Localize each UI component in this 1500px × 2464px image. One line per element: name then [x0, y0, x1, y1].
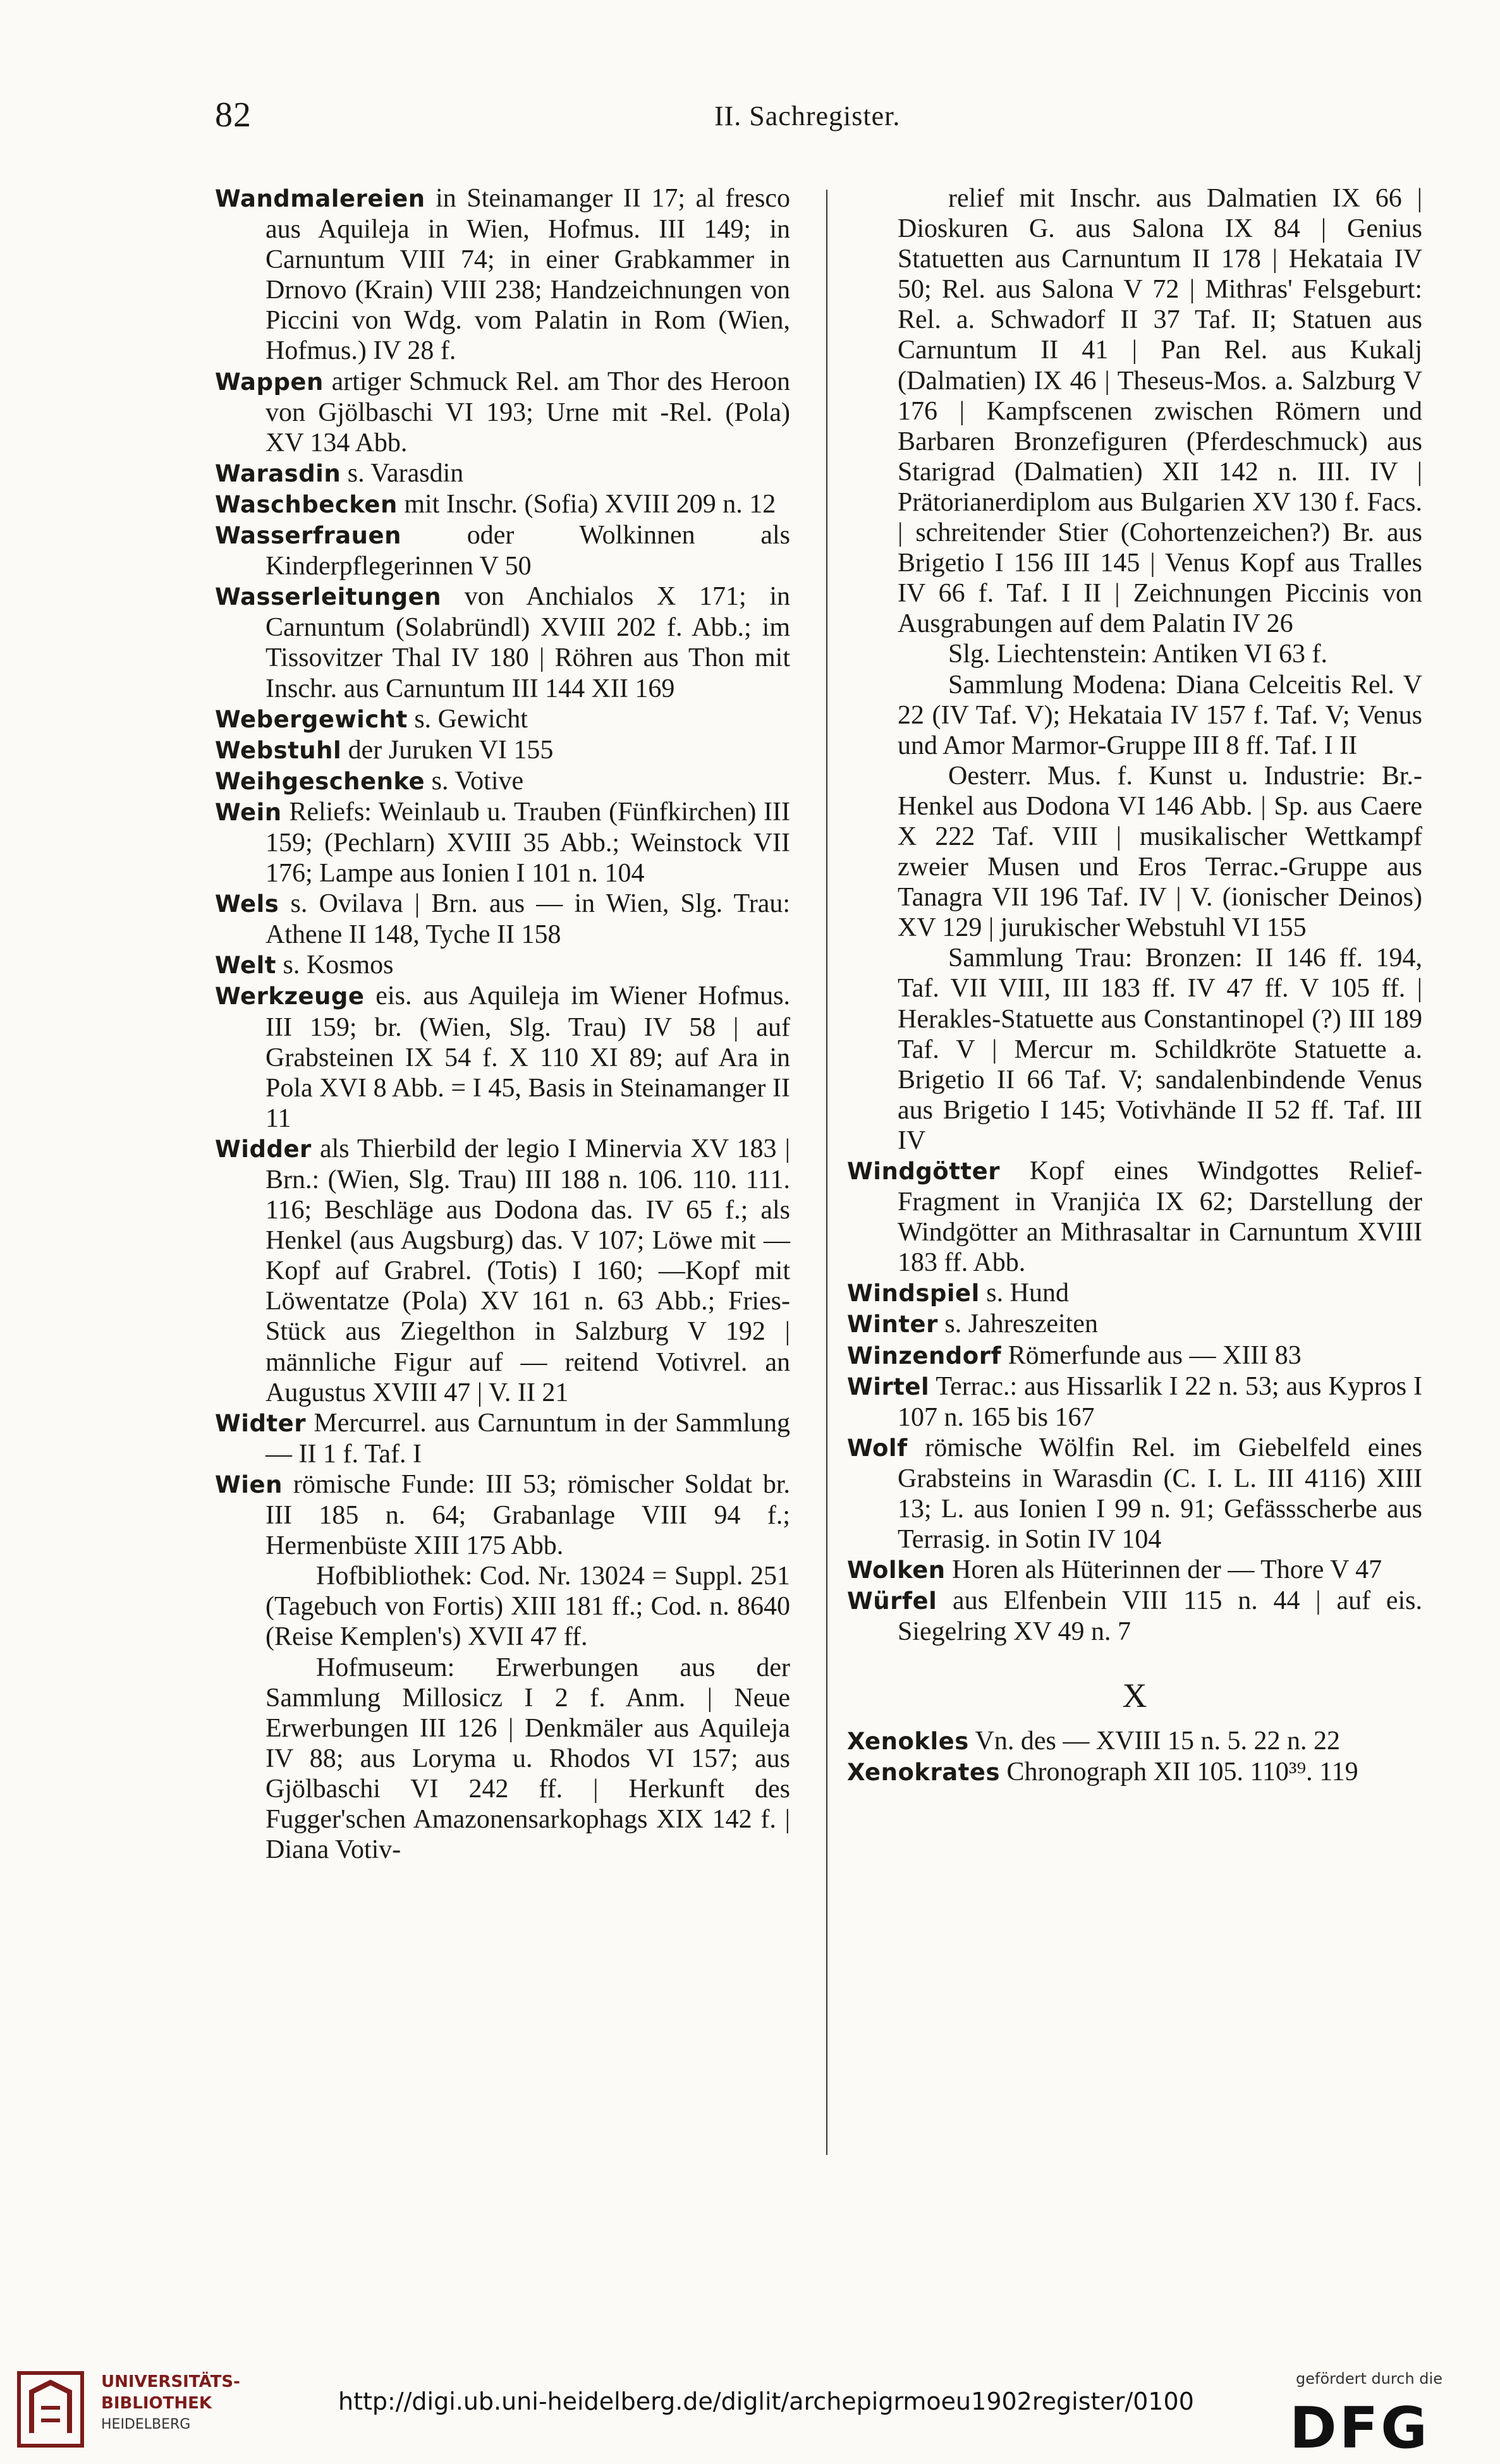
index-entry	[215, 520, 790, 581]
entry-headword: Wien	[215, 1471, 283, 1498]
entry-text: s. Kosmos	[283, 950, 394, 980]
entry-text: s. Hund	[986, 1278, 1069, 1308]
entry-headword: Winzendorf	[847, 1342, 1002, 1369]
index-entry	[847, 1340, 1422, 1371]
entry-headword: Webstuhl	[215, 736, 342, 764]
dfg-logo: DFG	[1290, 2395, 1430, 2461]
entry-text: in Steinamanger II 17; al fresco aus Aquileja in Wien, Hofmus. III 149; in Carnuntum VIII 74; in einer Grabkammer in Drnovo (Krain) VIII 238; Handzeichnungen von Piccini von Wdg. vom Palatin in Rom (Wien, Hofmus.) IV 28 f.	[265, 184, 791, 366]
entry-text: oder Wolkinnen als Kinderpflegerinnen V 50	[265, 521, 790, 581]
entry-text: von Anchialos X 171; in Carnuntum (Solabründl) XVIII 202 f. Abb.; im Tissovitzer Thal IV 180 | Röhren aus Thon mit Inschr. aus Carnuntum III 144 XII 169	[265, 582, 791, 703]
entry-text: der Juruken VI 155	[348, 735, 554, 765]
x-entries	[847, 1726, 1422, 1788]
section-letter: X	[1122, 1676, 1147, 1714]
entry-headword: Xenokrates	[847, 1758, 1001, 1786]
index-entry	[847, 183, 1422, 639]
source-url[interactable]: http://digi.ub.uni-heidelberg.de/diglit/archepigrmoeu1902register/0100	[338, 2388, 1194, 2415]
entry-text: Chronograph XII 105. 110³⁹. 119	[1006, 1757, 1358, 1787]
right-entries	[847, 183, 1422, 1648]
entry-text: relief mit Inschr. aus Dalmatien IX 66 | Dioskuren G. aus Salona IX 84 | Genius Statuetten aus Carnuntum II 178 | Hekataia IV 50; Rel. aus Salona V 72 | Mithras' Felsgeburt: Rel. a. Schwadorf II 37 Taf. II; Statuen aus Carnuntum II 41 | Pan Rel. aus Kukalj (Dalmatien) IX 46 | Theseus-Mos. a. Salzburg V 176 | Kampfscenen zwischen Römern und Barbaren Bronzefiguren (Pferdeschmuck) aus Starigrad (Dalmatien) XII 142 n. III. IV | Prätorianerdiplom aus Bulgarien XV 130 f. Facs. | schreitender Stier (Cohortenzeichen?) Br. aus Brigetio I 156 III 145 | Venus Kopf aus Tralles IV 66 f. Taf. I II | Zeichnungen Piccinis von Ausgrabungen auf dem Palatin IV 26	[898, 184, 1422, 639]
entry-headword: Wirtel	[847, 1373, 930, 1400]
entry-headword: Widder	[215, 1135, 312, 1163]
entry-headword: Würfel	[847, 1587, 937, 1615]
index-entry	[847, 1433, 1422, 1555]
index-entry	[215, 581, 790, 703]
entry-text: mit Inschr. (Sofia) XVIII 209 n. 12	[404, 489, 776, 519]
entry-text: Kopf eines Windgottes Relief-Fragment in Vranjiċa IX 62; Darstellung der Windgötter an Mithrasaltar in Carnuntum XVIII 183 ff. Abb.	[898, 1156, 1422, 1278]
entry-text: Vn. des — XVIII 15 n. 5. 22 n. 22	[975, 1726, 1340, 1756]
index-entry	[847, 761, 1422, 944]
entry-headword: Windgötter	[847, 1158, 1000, 1185]
left-column	[215, 183, 790, 1865]
entry-text: artiger Schmuck Rel. am Thor des Heroon von Gjölbaschi VI 193; Urne mit -Rel. (Pola) XV 134 Abb.	[265, 367, 790, 458]
entry-headword: Welt	[215, 952, 276, 980]
index-entry	[847, 943, 1422, 1156]
entry-headword: Wolken	[847, 1557, 946, 1584]
index-entry	[215, 1408, 790, 1469]
entry-headword: Waschbecken	[215, 490, 398, 518]
index-entry	[215, 766, 790, 797]
entry-headword: Warasdin	[215, 459, 341, 487]
entry-headword: Wandmalereien	[215, 185, 425, 212]
footer	[0, 2332, 1500, 2464]
index-entry	[215, 1134, 790, 1408]
entry-headword: Windspiel	[847, 1280, 980, 1308]
index-entry	[847, 1371, 1422, 1433]
library-line-3: HEIDELBERG	[101, 2417, 191, 2432]
entry-text: Römerfunde aus — XIII 83	[1008, 1340, 1302, 1370]
index-entry	[847, 1726, 1422, 1757]
index-entry	[847, 1156, 1422, 1278]
entry-headword: Webergewicht	[215, 705, 408, 733]
entry-text: römische Wölfin Rel. im Giebelfeld eines Grabsteins in Warasdin (C. I. L. III 4116) XIII 13; L. aus Ionien I 99 n. 91; Gefässscherbe aus Terrasig. in Sotin IV 104	[898, 1433, 1422, 1555]
entry-text: eis. aus Aquileja im Wiener Hofmus. III 159; br. (Wien, Slg. Trau) IV 58 | auf Grabsteinen IX 54 f. X 110 XI 89; auf Ara in Pola XVI 8 Abb. = I 45, Basis in Steinamanger II 11	[265, 981, 790, 1133]
entry-headword: Winter	[847, 1311, 938, 1338]
entry-headword: Wappen	[215, 368, 324, 396]
index-entry	[215, 704, 790, 735]
library-line-1: UNIVERSITÄTS-	[101, 2372, 240, 2391]
library-line-2: BIBLIOTHEK	[101, 2394, 212, 2413]
index-entry	[215, 981, 790, 1133]
index-entry	[215, 458, 790, 489]
library-name	[101, 2371, 240, 2436]
entry-text: aus Elfenbein VIII 115 n. 44 | auf eis. Siegelring XV 49 n. 7	[898, 1586, 1423, 1647]
index-entry	[847, 1278, 1422, 1309]
entry-text: Terrac.: aus Hissarlik I 22 n. 53; aus Kypros I 107 n. 165 bis 167	[898, 1371, 1422, 1432]
entry-headword: Wein	[215, 798, 282, 826]
page-number: 82	[215, 95, 252, 135]
index-entry	[215, 1561, 790, 1652]
index-entry	[847, 1586, 1422, 1647]
entry-headword: Wels	[215, 890, 279, 918]
entry-headword: Xenokles	[847, 1727, 969, 1755]
running-head: II. Sachregister.	[714, 100, 901, 131]
index-entry	[215, 735, 790, 766]
entry-text: Oesterr. Mus. f. Kunst u. Industrie: Br.-Henkel aus Dodona VI 146 Abb. | Sp. aus Caere X 222 Taf. VIII | musikalischer Wettkampf zweier Musen und Eros Terrac.-Gruppe aus Tanagra VII 196 Taf. IV | V. (ionischer Deinos) XV 129 | jurukischer Webstuhl VI 155	[898, 761, 1422, 943]
entry-text: römische Funde: III 53; römischer Soldat br. III 185 n. 64; Grabanlage VIII 94 f.; Hermenbüste XIII 175 Abb.	[265, 1469, 791, 1561]
entry-headword: Wolf	[847, 1434, 908, 1462]
entry-headword: Werkzeuge	[215, 983, 365, 1010]
entry-text: s. Gewicht	[414, 704, 528, 734]
index-entry	[847, 670, 1422, 761]
entry-text: Hofbibliothek: Cod. Nr. 13024 = Suppl. 251 (Tagebuch von Fortis) XIII 181 ff.; Cod. n. 8640 (Reise Kemplen's) XVII 47 ff.	[265, 1562, 790, 1652]
entry-headword: Widter	[215, 1409, 307, 1437]
entry-text: s. Ovilava | Brn. aus — in Wien, Slg. Trau: Athene II 148, Tyche II 158	[265, 889, 791, 950]
index-entry	[215, 183, 790, 367]
entry-text: als Thierbild der legio I Minervia XV 183 | Brn.: (Wien, Slg. Trau) III 188 n. 106. 110. 111. 116; Beschläge aus Dodona das. IV 65 f.; als Henkel (aus Augsburg) das. V 107; Löwe mit —Kopf auf Grabrel. (Totis) I 160; —Kopf mit Löwentatze (Pola) XV 161 n. 63 Abb.; Fries-Stück aus Ziegelthon in Salzburg V 192 | männliche Figur auf — reitend Votivrel. an Augustus XVIII 47 | V. II 21	[265, 1134, 791, 1407]
index-entry	[215, 950, 790, 981]
entry-headword: Wasserfrauen	[215, 522, 401, 550]
index-entry	[847, 1555, 1422, 1586]
entry-text: Hofmuseum: Erwerbungen aus der Sammlung Millosicz I 2 f. Anm. | Neue Erwerbungen III 126 | Denkmäler aus Aquileja IV 88; aus Loryma u. Rhodos VI 157; aus Gjölbaschi VI 242 ff. | Herkunft des Fugger'schen Amazonensarkophags XIX 142 f. | Diana Votiv-	[265, 1653, 790, 1865]
index-entry	[847, 1757, 1422, 1788]
entry-text: Horen als Hüterinnen der — Thore V 47	[952, 1555, 1382, 1585]
index-entry	[215, 797, 790, 889]
column-rule	[826, 190, 827, 2155]
entry-text: Mercurrel. aus Carnuntum in der Sammlung — II 1 f. Taf. I	[265, 1408, 791, 1469]
entry-text: Sammlung Trau: Bronzen: II 146 ff. 194, Taf. VII VIII, III 183 ff. IV 47 ff. V 105 ff. | Herakles-Statuette aus Constantinopel (?) III 189 Taf. V | Mercur m. Schildkröte Statuette a. Brigetio II 66 Taf. V; sandalenbindende Venus aus Brigetio I 145; Votivhände II 52 ff. Taf. III IV	[898, 944, 1422, 1155]
entry-headword: Wasserleitungen	[215, 583, 442, 611]
index-entry	[215, 1653, 790, 1866]
right-column	[847, 183, 1422, 1788]
library-logo-icon	[6, 2364, 95, 2452]
entry-text: s. Varasdin	[347, 458, 464, 488]
entry-headword: Weihgeschenke	[215, 767, 425, 795]
index-entry	[215, 889, 790, 950]
funding-note: gefördert durch die	[1296, 2370, 1442, 2388]
entry-text: s. Jahreszeiten	[944, 1309, 1098, 1339]
index-entry	[215, 489, 790, 520]
index-entry	[215, 1469, 790, 1561]
entry-text: s. Votive	[431, 766, 524, 796]
index-entry	[847, 639, 1422, 669]
index-entry	[215, 367, 790, 458]
entry-text: Slg. Liechtenstein: Antiken VI 63 f.	[948, 640, 1327, 669]
entry-text: Sammlung Modena: Diana Celceitis Rel. V 22 (IV Taf. V); Hekataia IV 157 f. Taf. V; Venus und Amor Marmor-Gruppe III 8 ff. Taf. I II	[898, 670, 1422, 760]
index-entry	[847, 1309, 1422, 1340]
entry-text: Reliefs: Weinlaub u. Trauben (Fünfkirchen) III 159; (Pechlarn) XVIII 35 Abb.; Weinstock VII 176; Lampe aus Ionien I 101 n. 104	[265, 797, 790, 889]
